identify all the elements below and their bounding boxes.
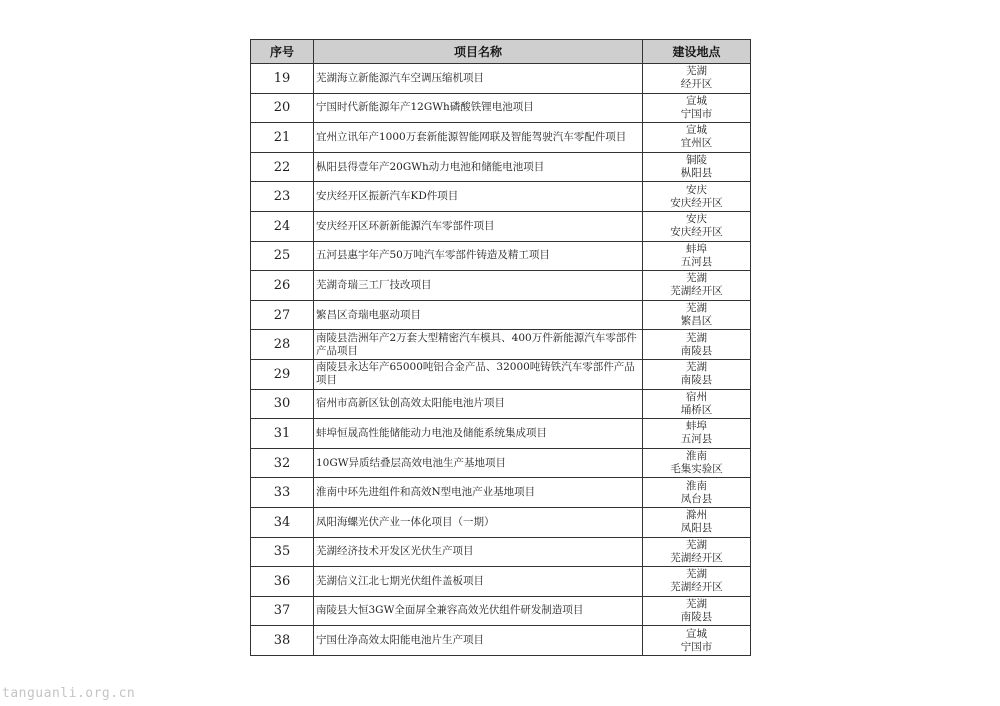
project-location xyxy=(643,182,751,212)
project-location xyxy=(643,271,751,301)
location-city: 芜湖 xyxy=(686,272,707,285)
location-city: 淮南 xyxy=(686,450,707,463)
table-row xyxy=(251,626,751,656)
project-name: 蚌埠恒晟高性能储能动力电池及储能系统集成项目 xyxy=(314,419,643,449)
location-district: 宜州区 xyxy=(680,137,713,150)
project-name: 芜湖海立新能源汽车空调压缩机项目 xyxy=(314,64,643,94)
row-index: 27 xyxy=(251,300,314,330)
location-district: 安庆经开区 xyxy=(670,196,723,209)
location-city: 滁州 xyxy=(686,509,707,522)
table-row xyxy=(251,537,751,567)
table-row xyxy=(251,448,751,478)
project-location xyxy=(643,300,751,330)
table-row xyxy=(251,419,751,449)
table-row xyxy=(251,300,751,330)
project-name: 安庆经开区振新汽车KD件项目 xyxy=(314,182,643,212)
row-index: 24 xyxy=(251,211,314,241)
location-city: 芜湖 xyxy=(686,361,707,374)
header-index: 序号 xyxy=(251,40,314,64)
row-index: 25 xyxy=(251,241,314,271)
location-district: 宁国市 xyxy=(680,107,713,120)
location-district: 经开区 xyxy=(680,78,713,91)
project-name: 枞阳县得壹年产20GWh动力电池和储能电池项目 xyxy=(314,152,643,182)
project-location xyxy=(643,596,751,626)
header-name: 项目名称 xyxy=(314,40,643,64)
project-name: 繁昌区奇瑞电驱动项目 xyxy=(314,300,643,330)
project-name: 安庆经开区环新新能源汽车零部件项目 xyxy=(314,211,643,241)
project-name: 五河县惠宇年产50万吨汽车零部件铸造及精工项目 xyxy=(314,241,643,271)
project-location xyxy=(643,507,751,537)
project-table xyxy=(250,39,751,656)
location-city: 蚌埠 xyxy=(686,420,707,433)
location-city: 芜湖 xyxy=(686,302,707,315)
project-location xyxy=(643,537,751,567)
location-district: 枞阳县 xyxy=(680,167,713,180)
table-row xyxy=(251,596,751,626)
row-index: 22 xyxy=(251,152,314,182)
location-district: 芜湖经开区 xyxy=(670,285,723,298)
project-location xyxy=(643,93,751,123)
project-name: 宿州市高新区钛创高效太阳能电池片项目 xyxy=(314,389,643,419)
row-index: 35 xyxy=(251,537,314,567)
table-row xyxy=(251,64,751,94)
location-city: 宣城 xyxy=(686,627,707,640)
table-row xyxy=(251,123,751,153)
watermark: tanguanli.org.cn xyxy=(2,686,136,701)
project-name: 宜州立讯年产1000万套新能源智能网联及智能驾驶汽车零配件项目 xyxy=(314,123,643,153)
table-row xyxy=(251,241,751,271)
row-index: 37 xyxy=(251,596,314,626)
location-district: 南陵县 xyxy=(680,374,713,387)
table-row xyxy=(251,152,751,182)
project-location xyxy=(643,626,751,656)
location-district: 南陵县 xyxy=(680,344,713,357)
project-name: 南陵县浩洲年产2万套大型精密汽车模具、400万件新能源汽车零部件产品项目 xyxy=(314,330,643,360)
location-city: 铜陵 xyxy=(686,154,707,167)
table-row xyxy=(251,182,751,212)
location-district: 繁昌区 xyxy=(680,315,713,328)
location-city: 宣城 xyxy=(686,94,707,107)
row-index: 26 xyxy=(251,271,314,301)
table-row xyxy=(251,478,751,508)
location-district: 宁国市 xyxy=(680,640,713,653)
project-location xyxy=(643,478,751,508)
table-row xyxy=(251,359,751,389)
location-city: 安庆 xyxy=(686,183,707,196)
project-name: 宁国仕净高效太阳能电池片生产项目 xyxy=(314,626,643,656)
row-index: 28 xyxy=(251,330,314,360)
row-index: 19 xyxy=(251,64,314,94)
location-district: 凤阳县 xyxy=(680,522,713,535)
row-index: 23 xyxy=(251,182,314,212)
table-row xyxy=(251,389,751,419)
row-index: 33 xyxy=(251,478,314,508)
location-district: 芜湖经开区 xyxy=(670,581,723,594)
table-row xyxy=(251,93,751,123)
project-location xyxy=(643,330,751,360)
table-row xyxy=(251,271,751,301)
project-name: 10GW异质结叠层高效电池生产基地项目 xyxy=(314,448,643,478)
project-name: 芜湖信义江北七期光伏组件盖板项目 xyxy=(314,567,643,597)
project-location xyxy=(643,64,751,94)
table-row xyxy=(251,211,751,241)
project-name: 芜湖奇瑞三工厂技改项目 xyxy=(314,271,643,301)
project-location xyxy=(643,152,751,182)
location-city: 安庆 xyxy=(686,213,707,226)
location-district: 安庆经开区 xyxy=(670,226,723,239)
location-city: 芜湖 xyxy=(686,65,707,78)
location-district: 南陵县 xyxy=(680,610,713,623)
location-city: 芜湖 xyxy=(686,597,707,610)
row-index: 20 xyxy=(251,93,314,123)
project-name: 南陵县永达年产65000吨铝合金产品、32000吨铸铁汽车零部件产品项目 xyxy=(314,359,643,389)
project-location xyxy=(643,241,751,271)
table-body xyxy=(251,64,751,656)
row-index: 29 xyxy=(251,359,314,389)
location-city: 淮南 xyxy=(686,479,707,492)
location-city: 宿州 xyxy=(686,390,707,403)
location-city: 芜湖 xyxy=(686,568,707,581)
project-name: 宁国时代新能源年产12GWh磷酸铁锂电池项目 xyxy=(314,93,643,123)
project-location xyxy=(643,448,751,478)
project-location xyxy=(643,419,751,449)
header-row xyxy=(251,40,751,64)
row-index: 30 xyxy=(251,389,314,419)
row-index: 32 xyxy=(251,448,314,478)
location-district: 五河县 xyxy=(680,433,713,446)
row-index: 21 xyxy=(251,123,314,153)
location-city: 宣城 xyxy=(686,124,707,137)
location-city: 蚌埠 xyxy=(686,242,707,255)
location-district: 埇桥区 xyxy=(680,403,713,416)
project-name: 芜湖经济技术开发区光伏生产项目 xyxy=(314,537,643,567)
project-location xyxy=(643,123,751,153)
project-name: 淮南中环先进组件和高效N型电池产业基地项目 xyxy=(314,478,643,508)
table-row xyxy=(251,567,751,597)
location-district: 五河县 xyxy=(680,255,713,268)
project-location xyxy=(643,567,751,597)
project-name: 南陵县大恒3GW全面屏全兼容高效光伏组件研发制造项目 xyxy=(314,596,643,626)
row-index: 38 xyxy=(251,626,314,656)
row-index: 36 xyxy=(251,567,314,597)
location-district: 芜湖经开区 xyxy=(670,551,723,564)
project-location xyxy=(643,389,751,419)
project-location xyxy=(643,211,751,241)
location-district: 毛集实验区 xyxy=(670,463,723,476)
project-name: 凤阳海螺光伏产业一体化项目（一期） xyxy=(314,507,643,537)
row-index: 34 xyxy=(251,507,314,537)
location-district: 凤台县 xyxy=(680,492,713,505)
location-city: 芜湖 xyxy=(686,331,707,344)
table-row xyxy=(251,507,751,537)
header-location: 建设地点 xyxy=(643,40,751,64)
table-row xyxy=(251,330,751,360)
row-index: 31 xyxy=(251,419,314,449)
project-location xyxy=(643,359,751,389)
location-city: 芜湖 xyxy=(686,538,707,551)
